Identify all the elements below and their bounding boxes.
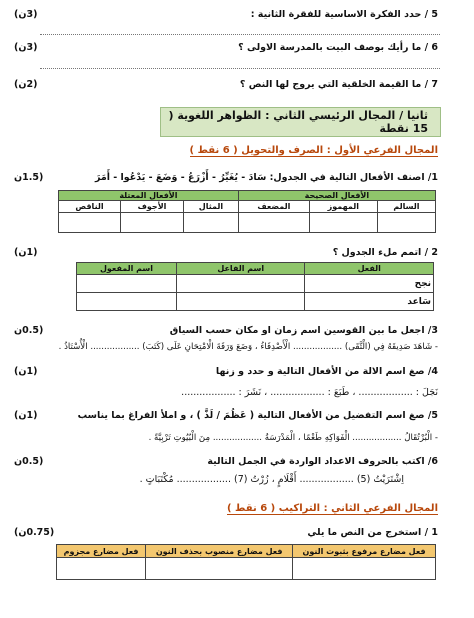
- s1-question-1: 1/ اصنف الأفعال التالية في الجدول: سَادَ - يُغَيِّرُ - أَزْرَعُ - وَضَعَ - يَدْعُوا - أَمَرَ: [94, 172, 438, 183]
- derivatives-table: [76, 262, 434, 311]
- cell-mudaaf[interactable]: [238, 213, 309, 233]
- s1-question-5: 5/ صغ اسم التفضيل من الأفعال التالية ( عَظُمَ / لَذَّ ) ، و املأ الفراغ بما يناسب: [77, 410, 438, 421]
- cell-subjunctive-verb[interactable]: [146, 558, 293, 580]
- s1-question-2-points: (1ن): [14, 247, 38, 258]
- cell-mahmuz[interactable]: [309, 213, 377, 233]
- cell-saada-active[interactable]: [176, 293, 305, 311]
- header-indicative-verb: فعل مضارع مرفوع بثبوت النون: [293, 545, 436, 558]
- col-mithal: المثال: [184, 201, 239, 213]
- section-2-title: ثانيا / المجال الرئيسي الثاني : الظواهر اللغوية ( 15 نقطة: [168, 109, 428, 135]
- s1-question-3-sentence: - شَاهَدَ صَدِيقَهُ فِي (الْتَّقَى) .................. الْأَصْدِقَاءُ ، وَضَعَ وَرَقَةَ الْامْتِحَانِ عَلَى (كَتَبَ) .................. الْأُسْتَاذُ .: [58, 342, 438, 352]
- header-weak-verbs: الأفعال المعتلة: [59, 191, 239, 201]
- question-6-points: (3ن): [14, 42, 38, 53]
- question-6: 6 / ما رأيك بوصف البيت بالمدرسة الاولى ؟: [238, 42, 438, 53]
- s1-question-6: 6/ اكتب بالحروف الاعداد الواردة في الجمل التالية: [207, 456, 438, 467]
- row-verb-saada: سَاعد: [305, 293, 434, 311]
- cell-saada-passive[interactable]: [77, 293, 177, 311]
- cell-salim[interactable]: [377, 213, 435, 233]
- col-salim: السالم: [377, 201, 435, 213]
- row-verb-najaha: نجح: [305, 275, 434, 293]
- header-active-participle: اسم الفاعل: [176, 263, 305, 275]
- s1-question-3: 3/ اجعل ما بين القوسين اسم زمان او مكان حسب السياق: [169, 325, 438, 336]
- cell-naqis[interactable]: [59, 213, 121, 233]
- s1-question-3-points: (0.5ن: [14, 325, 44, 336]
- col-mudaaf: المضعف: [238, 201, 309, 213]
- s1-question-6-sentence: اِشْتَرَيْتُ (5) .................. أَقْلَامٍ ، زُرْتُ (7) .................. مُكْتَبَاتٍ .: [139, 474, 404, 485]
- s1-question-4-items: نَجَلَ : .................. ، طَبَعَ : .................. ، نَشَرَ : ..................: [181, 387, 438, 398]
- header-passive-participle: اسم المفعول: [77, 263, 177, 275]
- answer-line-q6[interactable]: [40, 68, 440, 69]
- col-naqis: الناقص: [59, 201, 121, 213]
- section-2-banner: [160, 107, 441, 137]
- question-7-points: (2ن): [14, 79, 38, 90]
- cell-najaha-passive[interactable]: [77, 275, 177, 293]
- s1-question-4-points: (1ن): [14, 366, 38, 377]
- header-subjunctive-verb: فعل مضارع منصوب بحذف النون: [146, 545, 293, 558]
- header-verb: الفعل: [305, 263, 434, 275]
- question-5: 5 / حدد الفكرة الاساسية للفقرة الثانية :: [250, 9, 438, 20]
- header-sound-verbs: الأفعال الصحيحة: [238, 191, 435, 201]
- s1-question-6-points: (0.5ن: [14, 456, 44, 467]
- verbs-classification-table: [58, 190, 436, 233]
- cell-indicative-verb[interactable]: [293, 558, 436, 580]
- header-jussive-verb: فعل مضارع مجزوم: [57, 545, 146, 558]
- cell-jussive-verb[interactable]: [57, 558, 146, 580]
- cell-najaha-active[interactable]: [176, 275, 305, 293]
- s1-question-4: 4/ صغ اسم الالة من الأفعال التالية و حدد و زنها: [215, 366, 438, 377]
- subdomain-2-title: المجال الفرعي الثاني : التراكيب ( 6 نقط ): [227, 503, 438, 514]
- col-mahmuz: المهموز: [309, 201, 377, 213]
- s1-question-5-points: (1ن): [14, 410, 38, 421]
- answer-line-q5[interactable]: [40, 34, 440, 35]
- s2-question-1: 1 / استخرج من النص ما يلي: [307, 527, 438, 538]
- cell-mithal[interactable]: [184, 213, 239, 233]
- cell-ajwaf[interactable]: [120, 213, 183, 233]
- s2-question-1-points: (0.75ن): [14, 527, 55, 538]
- extraction-table: [56, 544, 436, 580]
- question-7: 7 / ما القيمة الخلقية التي يروج لها النص ؟: [239, 79, 438, 90]
- s1-question-2: 2 / اتمم ملء الجدول ؟: [332, 247, 438, 258]
- subdomain-1-title: المجال الفرعي الأول : الصرف والتحويل ( 6 نقط ): [189, 145, 438, 156]
- s1-question-5-sentence: - الْبُرْتُقَالُ .................. الْفَوَاكِهِ طَعْمًا ، الْمَدْرَسَةُ .................. مِنَ الْبُيُوتِ تَرْبِيَّةً .: [148, 433, 438, 443]
- s1-question-1-points: (1.5ن: [14, 172, 44, 183]
- question-5-points: (3ن): [14, 9, 38, 20]
- col-ajwaf: الأجوف: [120, 201, 183, 213]
